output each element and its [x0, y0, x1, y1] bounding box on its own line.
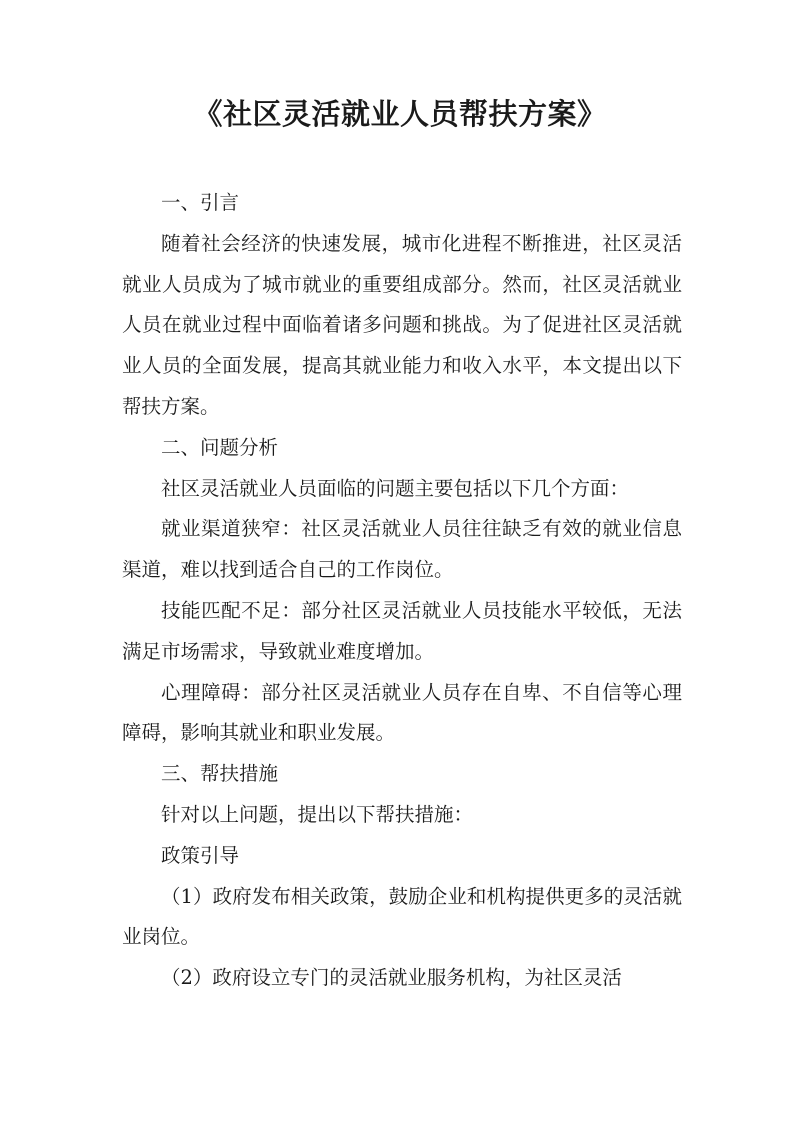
document-body: [122, 183, 682, 999]
section-heading-problem-analysis: 二、问题分析: [161, 435, 279, 459]
section-heading-measures: 三、帮扶措施: [161, 762, 279, 786]
subheading-policy-guidance: 政策引导: [161, 843, 240, 867]
paragraph-problem-overview: 社区灵活就业人员面临的问题主要包括以下几个方面：: [161, 476, 630, 500]
paragraph-measures-intro: 针对以上问题，提出以下帮扶措施：: [161, 802, 474, 826]
document-title: 《社区灵活就业人员帮扶方案》: [193, 97, 607, 131]
paragraph-problem-psychology: 心理障碍：部分社区灵活就业人员存在自卑、不自信等心理障碍，影响其就业和职业发展。: [122, 680, 682, 745]
paragraph-policy-item-2: （2）政府设立专门的灵活就业服务机构，为社区灵活: [161, 966, 622, 990]
paragraph-introduction: 随着社会经济的快速发展，城市化进程不断推进，社区灵活就业人员成为了城市就业的重要组成部分。然而，社区灵活就业人员在就业过程中面临着诸多问题和挑战。为了促进社区灵活就业人员的全面发展，提高其就业能力和收入水平，本文提出以下帮扶方案。: [122, 231, 682, 418]
section-heading-introduction: 一、引言: [161, 191, 240, 214]
paragraph-problem-channels: 就业渠道狭窄：社区灵活就业人员往往缺乏有效的就业信息渠道，难以找到适合自己的工作岗位。: [122, 517, 682, 582]
paragraph-problem-skills: 技能匹配不足：部分社区灵活就业人员技能水平较低，无法满足市场需求，导致就业难度增加。: [122, 598, 682, 663]
paragraph-policy-item-1: （1）政府发布相关政策，鼓励企业和机构提供更多的灵活就业岗位。: [122, 884, 682, 949]
